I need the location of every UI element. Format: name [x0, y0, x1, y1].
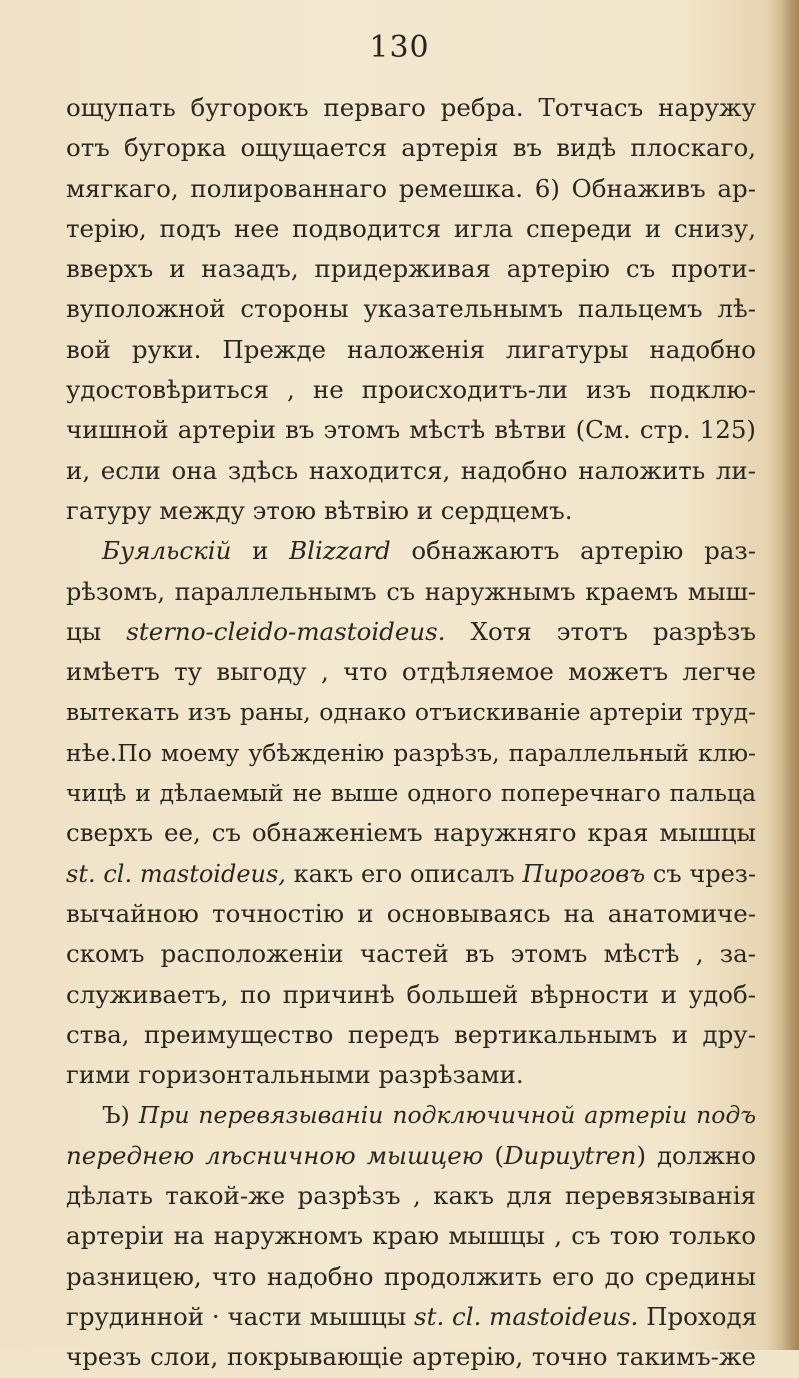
- text-line: [66, 1055, 756, 1095]
- text-line: [66, 370, 756, 410]
- page-number: 130: [369, 30, 430, 65]
- text-line: [66, 1176, 756, 1216]
- text-line: [66, 491, 756, 531]
- text-run: удостовѣриться , не происходитъ-ли изъ подклю-: [66, 375, 756, 405]
- text-line: [66, 1257, 756, 1297]
- text-line: [66, 531, 756, 571]
- text-line: [66, 894, 756, 934]
- text-run: вытекать изъ раны, однако отъискиваніе артеріи труд-: [66, 698, 756, 727]
- italic-text: sterno-cleido-mastoideus.: [126, 616, 446, 646]
- text-line: [66, 1095, 756, 1135]
- italic-text: При перевязываніи подключичной артеріи подъ: [138, 1101, 756, 1130]
- text-run: мягкаго, полированнаго ремешка. 6) Обнаживъ ар-: [66, 173, 756, 203]
- italic-text: Буяльскій: [102, 536, 232, 566]
- text-run: отъ бугорка ощущается артерія въ видѣ плоскаго,: [66, 133, 756, 163]
- body-text: [66, 88, 756, 1378]
- text-run: гатуру между этою вѣтвію и сердцемъ.: [66, 495, 573, 525]
- text-run: нѣе.По моему убѣжденію разрѣзъ, параллельный клю-: [66, 738, 756, 767]
- italic-text: переднею лѣсничною мышцею: [66, 1140, 484, 1170]
- text-run: Проходя: [638, 1301, 758, 1331]
- italic-text: st. cl. mastoideus,: [66, 859, 286, 888]
- text-run: скомъ расположеніи частей въ этомъ мѣстѣ , за-: [66, 939, 756, 969]
- text-run: вверхъ и назадъ, придерживая артерію съ проти-: [66, 254, 756, 284]
- text-run: дѣлать такой-же разрѣзъ , какъ для перевязыванія: [66, 1181, 756, 1211]
- text-run: рѣзомъ, параллельнымъ съ наружнымъ краемъ мыш-: [66, 577, 756, 606]
- text-run: вычайною точностію и основываясь на анатомиче-: [66, 898, 756, 928]
- text-run: ощупать бугорокъ перваго ребра. Тотчасъ наружу: [66, 93, 756, 122]
- text-line: [66, 934, 756, 974]
- italic-text: st. cl. mastoideus.: [414, 1301, 639, 1331]
- text-line: [66, 1015, 756, 1055]
- text-line: [66, 1337, 756, 1377]
- text-run: имѣетъ ту выгоду , что отдѣляемое можетъ легче: [66, 657, 756, 687]
- text-line: [66, 733, 756, 773]
- text-run: грудинной · части мышцы: [66, 1301, 415, 1331]
- text-run: сверхъ ее, съ обнаженіемъ наружняго края мышцы: [66, 818, 756, 848]
- text-run: и: [231, 536, 290, 566]
- text-line: [66, 813, 756, 853]
- text-line: [66, 1216, 756, 1256]
- text-run: служиваетъ, по причинѣ большей вѣрности и удоб-: [66, 979, 756, 1009]
- text-line: [66, 612, 756, 652]
- text-run: (: [483, 1140, 504, 1170]
- text-line: [66, 692, 756, 732]
- text-line: [66, 249, 756, 289]
- text-line: [66, 88, 756, 128]
- text-line: [66, 330, 756, 370]
- text-line: [66, 410, 756, 450]
- text-run: гими горизонтальными разрѣзами.: [66, 1060, 524, 1090]
- text-run: терію, подъ нее подводится игла спереди и снизу,: [66, 213, 756, 243]
- text-line: [66, 572, 756, 612]
- text-run: артеріи на наружномъ краю мышцы , съ тою только: [66, 1221, 756, 1251]
- italic-text: Blizzard: [289, 536, 391, 566]
- text-line: [66, 128, 756, 168]
- text-run: ства, преимущество передъ вертикальнымъ и дру-: [66, 1019, 756, 1049]
- text-line: [66, 854, 756, 894]
- text-run: ) должно: [636, 1140, 756, 1170]
- text-line: [66, 209, 756, 249]
- page-spine-shadow: [781, 0, 799, 1350]
- text-line: [66, 451, 756, 491]
- text-line: [66, 975, 756, 1015]
- text-run: чрезъ слои, покрывающіе артерію, точно такимъ-же: [66, 1342, 756, 1372]
- text-run: какъ его описалъ: [285, 859, 523, 888]
- text-run: и, если она здѣсь находится, надобно наложить ли-: [66, 455, 756, 485]
- text-run: чицѣ и дѣлаемый не выше одного поперечнаго пальца: [66, 779, 756, 808]
- text-line: [66, 1297, 756, 1337]
- text-run: цы: [66, 616, 127, 646]
- text-line: [66, 652, 756, 692]
- text-run: вуположной стороны указательнымъ пальцемъ лѣ-: [66, 294, 756, 324]
- text-line: [66, 1136, 756, 1176]
- text-run: вой руки. Прежде наложенія лигатуры надобно: [66, 334, 756, 364]
- italic-text: Пироговъ: [522, 859, 646, 888]
- text-run: разницею, что надобно продолжить его до средины: [66, 1261, 756, 1291]
- text-line: [66, 289, 756, 329]
- text-line: [66, 773, 756, 813]
- text-run: Ъ): [102, 1101, 139, 1130]
- italic-text: Dupuytren: [503, 1140, 637, 1170]
- text-run: чишной артеріи въ этомъ мѣстѣ вѣтви (См. стр. 125): [66, 415, 756, 445]
- text-run: съ чрез-: [645, 859, 756, 888]
- text-run: обнажаютъ артерію раз-: [390, 536, 757, 566]
- text-run: Хотя этотъ разрѣзъ: [445, 616, 756, 646]
- text-line: [66, 169, 756, 209]
